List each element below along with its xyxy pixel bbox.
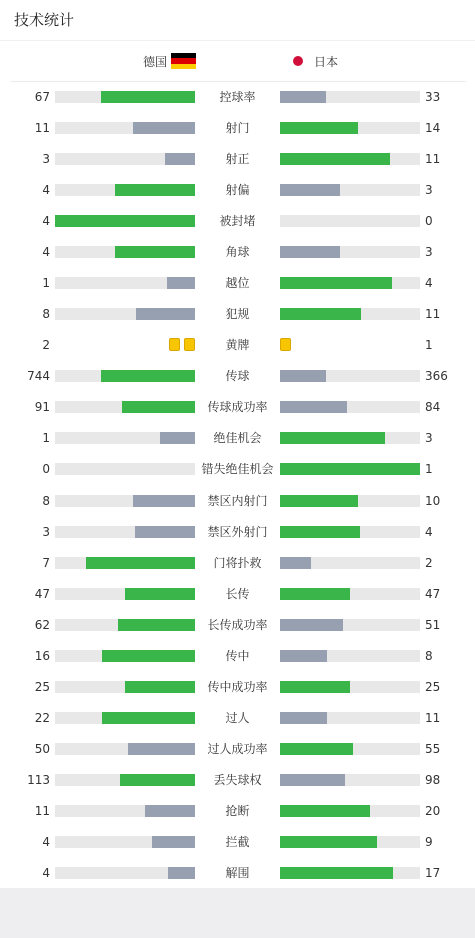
home-stat-bar-track <box>55 588 195 600</box>
away-stat-value: 4 <box>425 276 433 291</box>
home-stat-bar-track <box>55 836 195 848</box>
stat-row <box>0 428 475 448</box>
stat-row <box>0 211 475 231</box>
away-stat-bar <box>280 774 345 786</box>
away-stat-bar <box>280 681 350 693</box>
stat-row <box>0 304 475 324</box>
away-stat-bar-track <box>280 619 420 631</box>
stat-row <box>0 832 475 852</box>
away-stat-bar-track <box>280 588 420 600</box>
stat-label: 射正 <box>225 152 250 167</box>
home-stat-bar <box>55 215 195 227</box>
away-stat-bar-track <box>280 774 420 786</box>
stat-label: 过人 <box>225 710 250 725</box>
stat-row <box>0 87 475 107</box>
home-stat-bar <box>165 153 195 165</box>
stat-label: 越位 <box>225 276 250 291</box>
stat-label: 射偏 <box>225 183 250 198</box>
away-stat-bar-track <box>280 308 420 320</box>
stat-label: 解围 <box>225 866 250 880</box>
stat-row <box>0 615 475 635</box>
away-stat-value: 17 <box>425 866 441 880</box>
home-stat-bar <box>128 743 195 755</box>
home-stat-bar-track <box>55 774 195 786</box>
home-stat-bar-track <box>55 557 195 569</box>
home-stat-value: 1 <box>42 276 50 291</box>
home-stat-value: 50 <box>34 741 50 756</box>
away-stat-value: 51 <box>425 617 441 632</box>
home-stat-bar-track <box>55 619 195 631</box>
away-stat-bar-track <box>280 91 420 103</box>
away-stat-bar-track <box>280 215 420 227</box>
home-stat-bar-track <box>55 681 195 693</box>
home-stat-bar <box>102 712 195 724</box>
home-stat-value: 22 <box>34 710 50 725</box>
away-team-name: 日本 <box>314 54 339 69</box>
away-stat-bar <box>280 153 390 165</box>
home-stat-bar-track <box>55 277 195 289</box>
home-stat-bar <box>125 588 195 600</box>
home-stat-bar <box>122 401 195 413</box>
germany-flag-icon <box>171 53 196 69</box>
away-stat-bar <box>280 743 353 755</box>
yellow-card-icon <box>184 338 195 351</box>
stat-row <box>0 739 475 759</box>
home-stat-bar-track <box>55 463 195 475</box>
home-stat-value: 4 <box>42 834 50 849</box>
home-stat-bar-track <box>55 153 195 165</box>
away-stat-bar <box>280 246 340 258</box>
away-stat-bar-track <box>280 526 420 538</box>
away-stat-value: 0 <box>425 214 433 229</box>
away-stat-bar-track <box>280 463 420 475</box>
yellow-card-icon <box>169 338 180 351</box>
home-stat-bar-track <box>55 215 195 227</box>
stat-row <box>0 118 475 138</box>
stat-row <box>0 770 475 790</box>
stat-row <box>0 491 475 511</box>
stat-row <box>0 397 475 417</box>
away-team <box>293 52 338 70</box>
away-stat-bar <box>280 463 420 475</box>
stat-label: 射门 <box>225 121 250 136</box>
away-stat-bar <box>280 495 358 507</box>
away-stat-value: 10 <box>425 493 441 508</box>
home-stat-value: 25 <box>34 679 50 694</box>
home-stat-value: 8 <box>42 493 50 508</box>
stat-row <box>0 273 475 293</box>
stat-label: 传球成功率 <box>207 400 268 415</box>
home-stat-value: 744 <box>27 369 50 384</box>
away-stat-bar <box>280 619 343 631</box>
stat-label: 抢断 <box>225 803 250 818</box>
away-stat-value: 1 <box>425 462 433 477</box>
home-stat-bar <box>133 495 195 507</box>
home-stat-bar-track <box>55 495 195 507</box>
home-stat-bar <box>125 681 195 693</box>
stat-label: 犯规 <box>225 307 250 322</box>
stat-row <box>0 801 475 821</box>
stat-label: 禁区外射门 <box>207 524 268 539</box>
stat-row <box>0 553 475 573</box>
stat-row <box>0 584 475 604</box>
home-stat-bar-track <box>55 370 195 382</box>
away-stat-bar-track <box>280 712 420 724</box>
stat-label: 门将扑救 <box>213 555 262 570</box>
away-stat-bar-track <box>280 184 420 196</box>
home-stat-bar-track <box>55 122 195 134</box>
away-stat-bar <box>280 308 361 320</box>
home-stat-value: 11 <box>34 803 50 818</box>
stat-label: 黄牌 <box>225 338 250 353</box>
stat-row <box>0 149 475 169</box>
away-stat-value: 366 <box>425 369 448 384</box>
away-stat-bar-track <box>280 650 420 662</box>
japan-flag-icon <box>293 56 303 66</box>
away-stat-bar-track <box>280 681 420 693</box>
away-stat-value: 2 <box>425 555 433 570</box>
stat-row <box>0 677 475 697</box>
away-stat-bar <box>280 712 327 724</box>
away-stat-bar-track <box>280 867 420 879</box>
home-stat-bar-track <box>55 526 195 538</box>
home-stat-value: 4 <box>42 214 50 229</box>
away-stat-bar <box>280 432 385 444</box>
stat-row <box>0 708 475 728</box>
away-stat-value: 3 <box>425 245 433 260</box>
home-stat-value: 3 <box>42 152 50 167</box>
away-stat-value: 3 <box>425 183 433 198</box>
stat-label: 错失绝佳机会 <box>201 462 274 477</box>
away-stat-value: 14 <box>425 121 441 136</box>
home-stat-value: 16 <box>34 648 50 663</box>
home-stat-value: 2 <box>42 338 50 353</box>
away-stat-value: 55 <box>425 741 441 756</box>
away-stat-bar-track <box>280 401 420 413</box>
stat-label: 过人成功率 <box>207 741 268 756</box>
away-stat-bar <box>280 557 311 569</box>
away-stat-bar <box>280 184 340 196</box>
away-stat-bar-track <box>280 495 420 507</box>
stat-row <box>0 522 475 542</box>
away-stat-bar-track <box>280 246 420 258</box>
away-stat-value: 98 <box>425 772 441 787</box>
home-stat-bar <box>168 867 195 879</box>
home-stat-bar <box>115 246 195 258</box>
away-stat-bar-track <box>280 805 420 817</box>
stat-label: 绝佳机会 <box>213 431 262 446</box>
home-stat-bar <box>135 526 195 538</box>
home-stat-value: 4 <box>42 183 50 198</box>
away-yellow-cards <box>280 338 291 352</box>
stat-label: 长传成功率 <box>207 617 268 632</box>
home-stat-value: 4 <box>42 866 50 880</box>
away-stat-value: 47 <box>425 586 441 601</box>
home-stat-bar-track <box>55 432 195 444</box>
away-stat-bar-track <box>280 557 420 569</box>
home-stat-value: 3 <box>42 524 50 539</box>
stat-row <box>0 863 475 883</box>
stat-label: 长传 <box>225 586 250 601</box>
stat-row <box>0 459 475 479</box>
home-stat-value: 67 <box>34 90 50 104</box>
stat-row <box>0 335 475 355</box>
away-stat-value: 33 <box>425 90 441 104</box>
away-stat-bar <box>280 836 377 848</box>
team-divider <box>10 81 466 82</box>
home-stat-bar-track <box>55 184 195 196</box>
home-stat-bar <box>118 619 195 631</box>
stat-row <box>0 366 475 386</box>
away-stat-bar <box>280 122 358 134</box>
away-stat-bar-track <box>280 370 420 382</box>
home-stat-bar-track <box>55 91 195 103</box>
away-stat-value: 4 <box>425 524 433 539</box>
home-stat-bar <box>101 370 195 382</box>
home-stat-bar-track <box>55 246 195 258</box>
home-stat-bar-track <box>55 650 195 662</box>
home-stat-value: 7 <box>42 555 50 570</box>
header-divider <box>0 40 475 41</box>
home-stat-value: 113 <box>27 772 50 787</box>
away-stat-bar <box>280 867 393 879</box>
home-stat-value: 1 <box>42 431 50 446</box>
stat-label: 传中 <box>225 648 250 663</box>
home-stat-bar <box>136 308 195 320</box>
home-stat-value: 62 <box>34 617 50 632</box>
home-stat-bar <box>133 122 195 134</box>
away-stat-bar <box>280 277 392 289</box>
stat-label: 禁区内射门 <box>207 493 268 508</box>
home-stat-value: 0 <box>42 462 50 477</box>
stat-label: 被封堵 <box>219 214 256 229</box>
away-stat-bar <box>280 401 347 413</box>
home-stat-bar-track <box>55 805 195 817</box>
away-stat-bar-track <box>280 122 420 134</box>
away-stat-bar <box>280 650 327 662</box>
stat-row <box>0 646 475 666</box>
away-stat-bar <box>280 370 326 382</box>
stat-label: 传中成功率 <box>207 679 268 694</box>
home-stat-bar-track <box>55 401 195 413</box>
away-stat-bar-track <box>280 432 420 444</box>
away-stat-bar-track <box>280 277 420 289</box>
home-stat-bar <box>102 650 195 662</box>
away-stat-value: 8 <box>425 648 433 663</box>
home-stat-value: 8 <box>42 307 50 322</box>
home-stat-value: 91 <box>34 400 50 415</box>
yellow-card-icon <box>280 338 291 351</box>
away-stat-bar <box>280 588 350 600</box>
home-stat-bar <box>145 805 195 817</box>
home-stat-bar-track <box>55 712 195 724</box>
home-stat-value: 4 <box>42 245 50 260</box>
away-stat-value: 1 <box>425 338 433 353</box>
away-stat-value: 11 <box>425 710 441 725</box>
home-team-name: 德国 <box>143 54 168 69</box>
stat-row <box>0 180 475 200</box>
stat-label: 控球率 <box>219 90 256 104</box>
home-stat-bar <box>86 557 195 569</box>
home-team <box>143 52 196 70</box>
home-stat-value: 47 <box>34 586 50 601</box>
away-stat-value: 25 <box>425 679 441 694</box>
stat-label: 拦截 <box>225 834 250 849</box>
away-stat-value: 3 <box>425 431 433 446</box>
home-stat-bar <box>101 91 195 103</box>
home-stat-bar-track <box>55 743 195 755</box>
stat-label: 角球 <box>225 245 250 260</box>
away-stat-value: 84 <box>425 400 441 415</box>
home-stat-bar-track <box>55 867 195 879</box>
away-stat-bar <box>280 91 326 103</box>
away-stat-value: 9 <box>425 834 433 849</box>
away-stat-bar <box>280 805 370 817</box>
home-stat-bar <box>115 184 195 196</box>
away-stat-bar-track <box>280 743 420 755</box>
stat-label: 传球 <box>225 369 250 384</box>
away-stat-bar-track <box>280 153 420 165</box>
home-stat-bar <box>120 774 195 786</box>
home-yellow-cards <box>169 338 195 352</box>
section-title: 技术统计 <box>14 11 75 29</box>
away-stat-value: 20 <box>425 803 441 818</box>
home-stat-value: 11 <box>34 121 50 136</box>
stat-label: 丢失球权 <box>213 772 262 787</box>
away-stat-bar-track <box>280 836 420 848</box>
stat-row <box>0 242 475 262</box>
away-stat-value: 11 <box>425 307 441 322</box>
away-stat-value: 11 <box>425 152 441 167</box>
home-stat-bar <box>160 432 195 444</box>
away-stat-bar <box>280 526 360 538</box>
home-stat-bar-track <box>55 308 195 320</box>
home-stat-bar <box>152 836 195 848</box>
home-stat-bar <box>167 277 195 289</box>
